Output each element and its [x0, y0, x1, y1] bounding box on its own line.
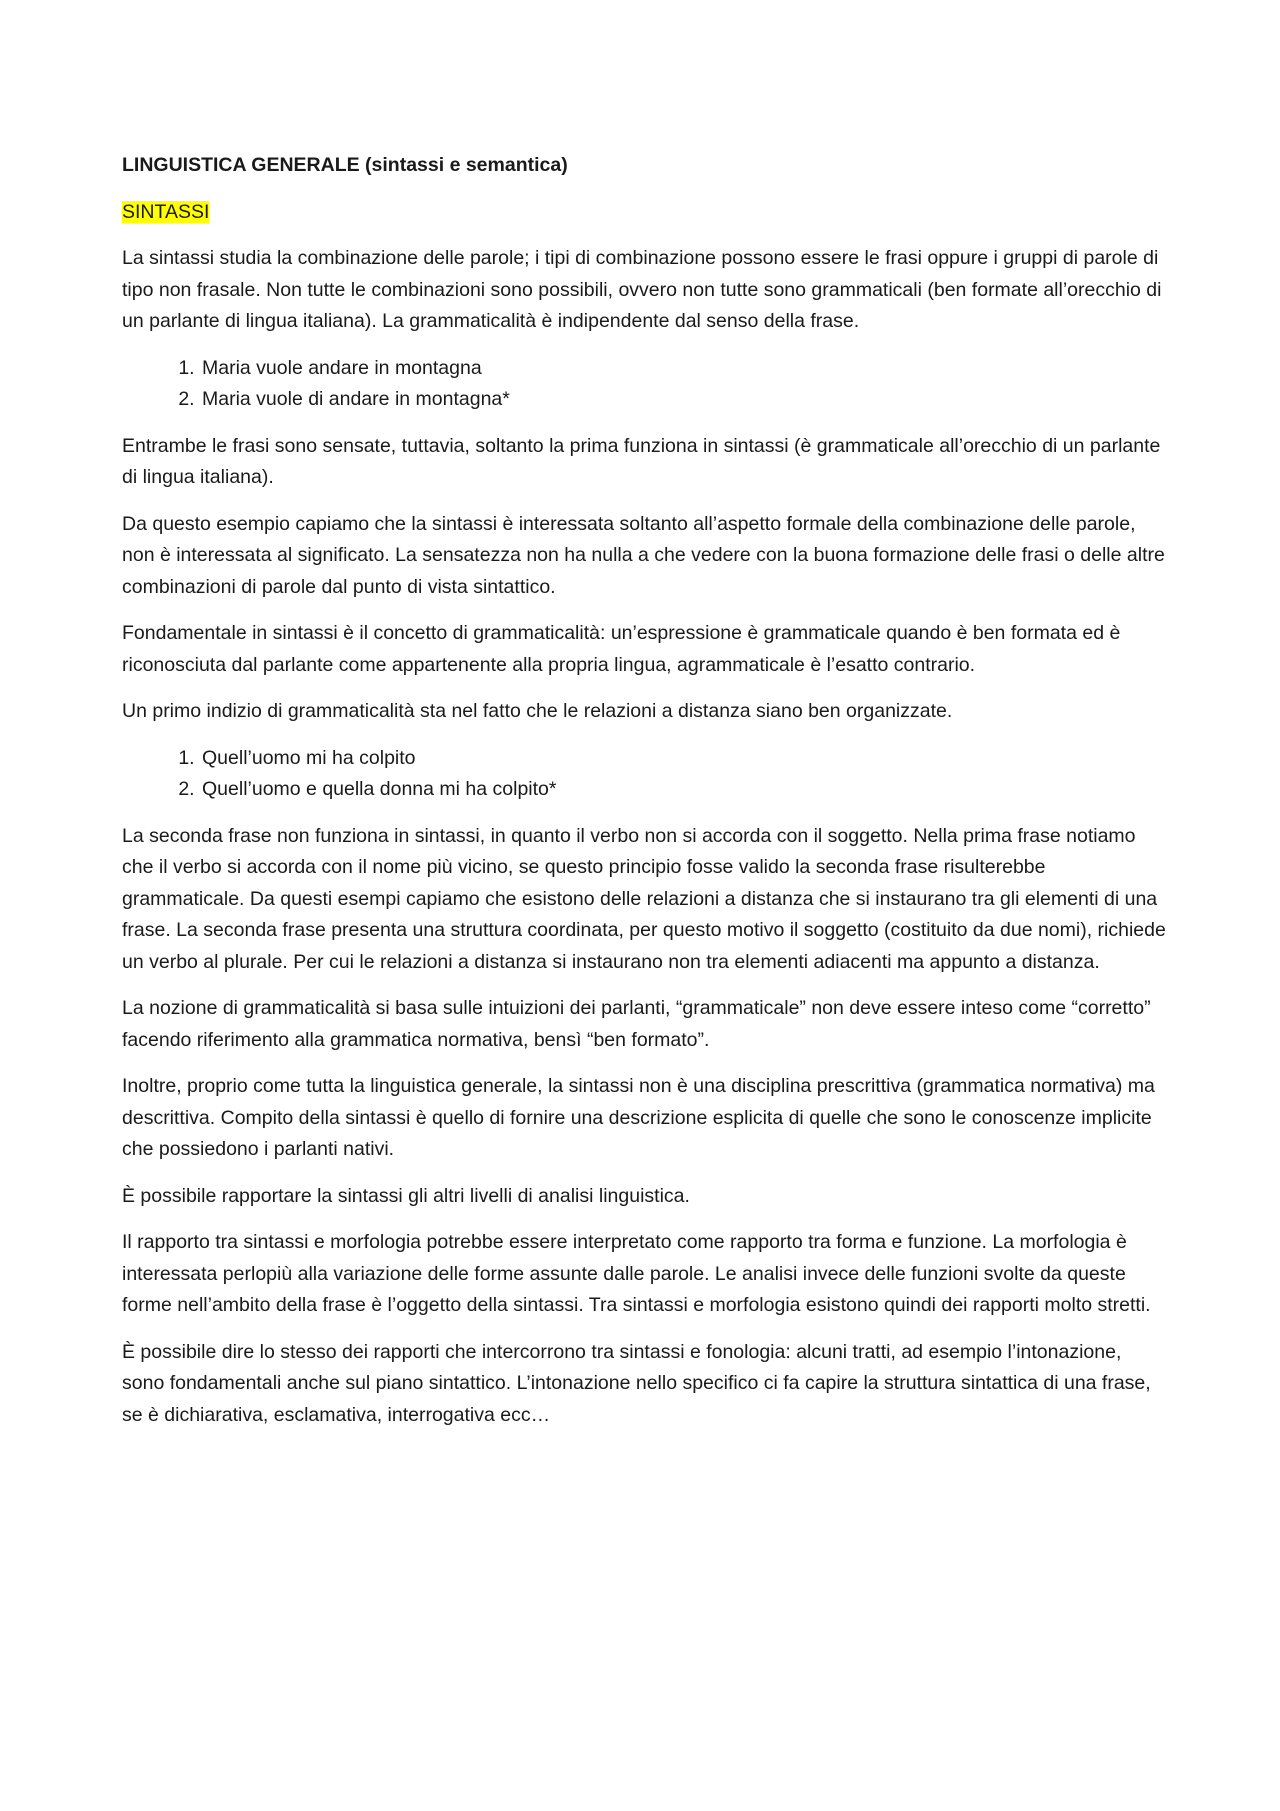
list-item: 2. Quell’uomo e quella donna mi ha colpito* [200, 774, 1167, 806]
section-heading-highlight: SINTASSI [122, 200, 210, 223]
example-list [122, 743, 1167, 806]
paragraph: La sintassi studia la combinazione delle parole; i tipi di combinazione possono essere le frasi oppure i gruppi di parole di tipo non frasale. Non tutte le combinazioni sono possibili, ovvero non tutte sono grammaticali (ben formate all’orecchio di un parlante di lingua italiana). La grammaticalità è indipendente dal senso della frase. [122, 247, 1162, 332]
paragraph: Fondamentale in sintassi è il concetto di grammaticalità: un’espressione è grammaticale quando è ben formata ed è riconosciuta dal parlante come appartenente alla propria lingua, agrammaticale è l’esatto contrario. [122, 622, 1121, 676]
document-title: LINGUISTICA GENERALE (sintassi e semantica) [122, 154, 568, 176]
paragraph: Un primo indizio di grammaticalità sta nel fatto che le relazioni a distanza siano ben organizzate. [122, 700, 953, 722]
list-item: 1. Maria vuole andare in montagna [200, 353, 1167, 385]
paragraph: È possibile dire lo stesso dei rapporti che intercorrono tra sintassi e fonologia: alcuni tratti, ad esempio l’intonazione, sono fondamentali anche sul piano sintattico. L’intonazione nello specifico ci fa capire la struttura sintattica di una frase, se è dichiarativa, esclamativa, interrogativa ecc… [122, 1340, 1151, 1426]
paragraph: Il rapporto tra sintassi e morfologia potrebbe essere interpretato come rapporto tra forma e funzione. La morfologia è interessata perlopiù alla variazione delle forme assunte dalle parole. Le analisi invece delle funzioni svolte da queste forme nell’ambito della frase è l’oggetto della sintassi. Tra sintassi e morfologia esistono quindi dei rapporti molto stretti. [122, 1231, 1151, 1316]
paragraph: Inoltre, proprio come tutta la linguistica generale, la sintassi non è una disciplina prescrittiva (grammatica normativa) ma descrittiva. Compito della sintassi è quello di fornire una descrizione esplicita di quelle che sono le conoscenze implicite che possiedono i parlanti nativi. [122, 1075, 1155, 1160]
example-list [122, 353, 1167, 416]
document-body [122, 150, 1167, 1446]
paragraph: È possibile rapportare la sintassi gli altri livelli di analisi linguistica. [122, 1184, 690, 1207]
list-item: 1. Quell’uomo mi ha colpito [200, 743, 1167, 775]
list-item: 2. Maria vuole di andare in montagna* [200, 384, 1167, 416]
section-heading [122, 197, 1167, 229]
paragraph: Da questo esempio capiamo che la sintassi è interessata soltanto all’aspetto formale della combinazione delle parole, non è interessata al significato. La sensatezza non ha nulla a che vedere con la buona formazione delle frasi o delle altre combinazioni di parole dal punto di vista sintattico. [122, 512, 1165, 598]
paragraph: La seconda frase non funziona in sintassi, in quanto il verbo non si accorda con il soggetto. Nella prima frase notiamo che il verbo si accorda con il nome più vicino, se questo principio fosse valido la seconda frase risulterebbe grammaticale. Da questi esempi capiamo che esistono delle relazioni a distanza che si instaurano tra gli elementi di una frase. La seconda frase presenta una struttura coordinata, per questo motivo il soggetto (costituito da due nomi), richiede un verbo al plurale. Per cui le relazioni a distanza si instaurano non tra elementi adiacenti ma appunto a distanza. [122, 824, 1166, 973]
paragraph: Entrambe le frasi sono sensate, tuttavia, soltanto la prima funziona in sintassi (è grammaticale all’orecchio di un parlante di lingua italiana). [122, 434, 1161, 488]
paragraph: La nozione di grammaticalità si basa sulle intuizioni dei parlanti, “grammaticale” non deve essere inteso come “corretto” facendo riferimento alla grammatica normativa, bensì “ben formato”. [122, 997, 1151, 1051]
